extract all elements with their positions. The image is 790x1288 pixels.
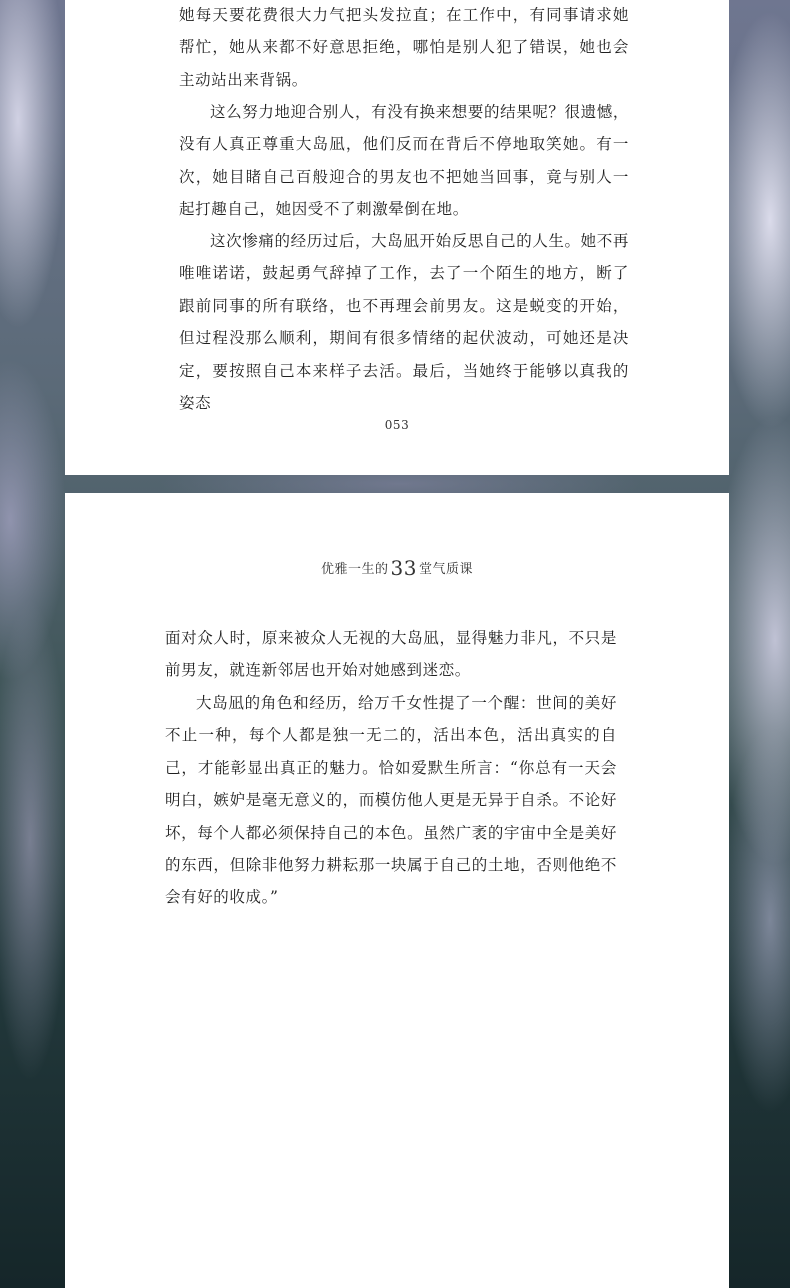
paragraph-charm: 面对众人时，原来被众人无视的大岛凪，显得魅力非凡，不只是前男友，就连新邻居也开始对她感到迷恋。	[165, 629, 617, 680]
page-number: 053	[384, 418, 410, 432]
paragraph-effort: 这么努力地迎合别人，有没有换来想要的结果呢？很遗憾，没有人真正尊重大岛凪，他们反而在背后不停地取笑她。有一次，她目睹自己百般迎合的男友也不把她当回事，竟与别人一起打趣自己，她因受不了刺激晕倒在地。	[179, 103, 629, 219]
paragraph-continuation: 她每天要花费很大力气把头发拉直；在工作中，有同事请求她帮忙，她从来都不好意思拒绝，哪怕是别人犯了错误，她也会主动站出来背锅。	[179, 6, 629, 89]
header-prefix: 优雅一生的	[321, 562, 389, 577]
header-number: 33	[390, 556, 417, 580]
running-header	[65, 556, 729, 580]
paragraph-lesson: 大岛凪的角色和经历，给万千女性提了一个醒：世间的美好不止一种，每个人都是独一无二的，活出本色，活出真实的自己，才能彰显出真正的魅力。恰如爱默生所言：“你总有一天会明白，嫉妒是毫无意义的，而模仿他人更是无异于自杀。不论好坏，每个人都必须保持自己的本色。虽然广袤的宇宙中全是美好的东西，但除非他努力耕耘那一块属于自己的土地，否则他绝不会有好的收成。”	[165, 694, 617, 907]
header-suffix: 堂气质课	[418, 562, 473, 577]
book-page-lower	[65, 493, 729, 1288]
paragraph-reflection: 这次惨痛的经历过后，大岛凪开始反思自己的人生。她不再唯唯诺诺，鼓起勇气辞掉了工作，去了一个陌生的地方，断了跟前同事的所有联络，也不再理会前男友。这是蜕变的开始，但过程没那么顺利，期间有很多情绪的起伏波动，可她还是决定，要按照自己本来样子去活。最后，当她终于能够以真我的姿态	[179, 232, 629, 413]
book-page-upper	[65, 0, 729, 475]
